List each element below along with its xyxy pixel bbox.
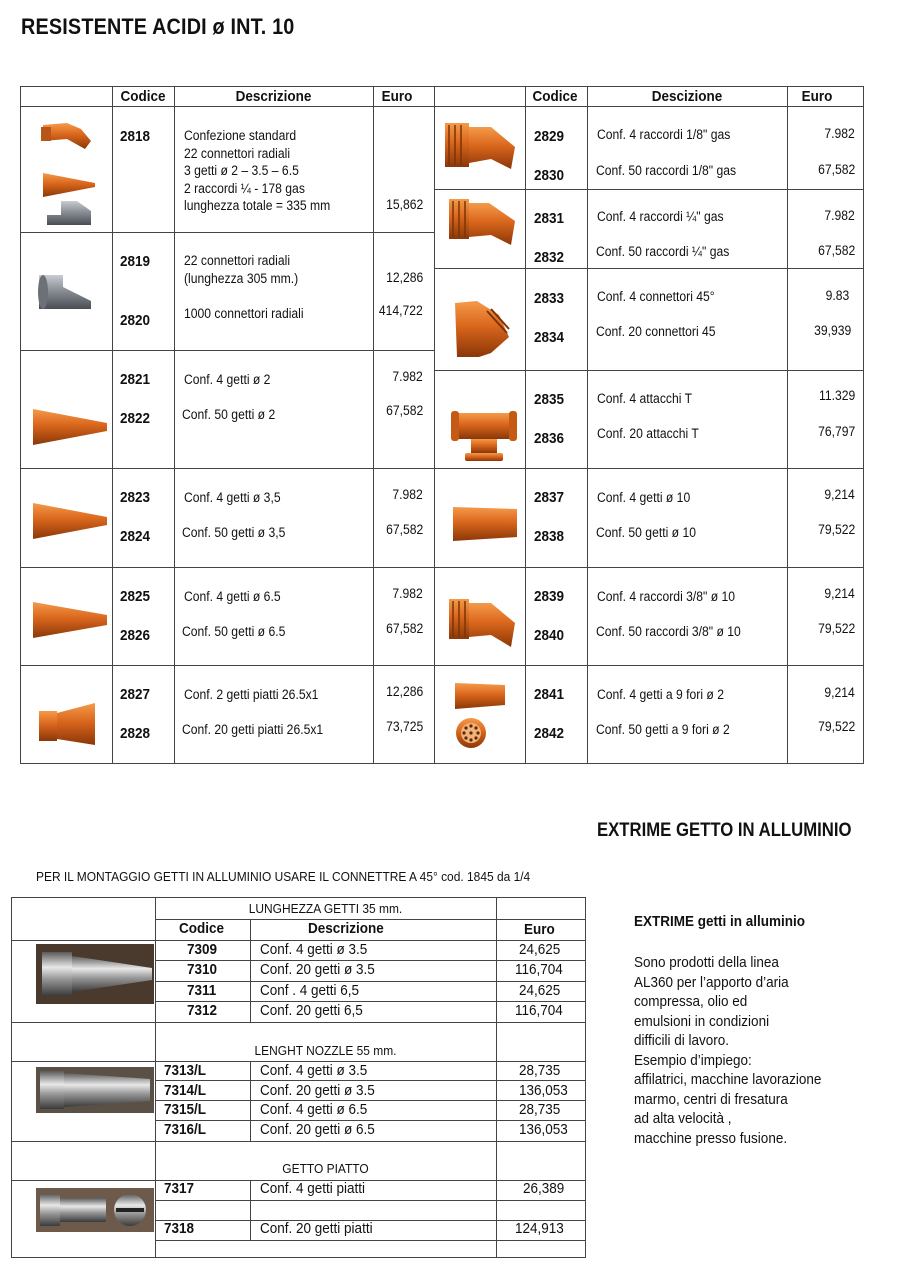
product-description: Conf. 4 getti ø 6.5 xyxy=(260,1101,368,1118)
product-description: 22 connettori radiali (lunghezza 305 mm.) xyxy=(184,253,299,286)
flat-nozzle-image xyxy=(37,701,99,747)
product-code: 2827 xyxy=(120,686,151,703)
product-price: 39,939 xyxy=(813,323,851,338)
product-description: Conf. 50 raccordi 3/8" ø 10 xyxy=(596,624,741,639)
product-code: 7315/L xyxy=(164,1101,207,1118)
product-description: Conf. 4 getti ø 2 xyxy=(184,372,271,387)
product-code: 2837 xyxy=(534,489,565,506)
product-price: 79,522 xyxy=(817,621,855,636)
section-flat-nozzle: GETTO PIATTO xyxy=(282,1161,369,1176)
product-code: 2819 xyxy=(120,253,151,270)
product-price: 67,582 xyxy=(385,621,423,636)
product-price: 12,286 xyxy=(385,270,423,285)
product-code: 2835 xyxy=(534,391,565,408)
header-codice-right: Codice xyxy=(532,88,578,105)
product-description: Conf. 4 raccordi ¼" gas xyxy=(597,209,724,224)
product-code: 7311 xyxy=(187,982,217,999)
product-price: 124,913 xyxy=(515,1220,564,1237)
product-price: 15,862 xyxy=(385,197,423,212)
header-euro-right: Euro xyxy=(801,88,833,105)
product-price: 67,582 xyxy=(817,243,855,258)
product-code: 2818 xyxy=(120,128,151,145)
product-price: 9.83 xyxy=(825,288,849,303)
product-description: Conf . 4 getti 6,5 xyxy=(260,982,360,999)
page-title: RESISTENTE ACIDI ø INT. 10 xyxy=(21,14,295,39)
product-code: 2832 xyxy=(534,249,565,266)
product-description: Conf. 50 getti ø 10 xyxy=(596,525,696,540)
product-price: 26,389 xyxy=(523,1180,565,1197)
product-code: 2841 xyxy=(534,686,565,703)
product-code: 2836 xyxy=(534,430,565,447)
product-description: Conf. 50 getti ø 6.5 xyxy=(182,624,286,639)
product-description: Conf. 50 raccordi 1/8" gas xyxy=(596,163,737,178)
t-fitting-image xyxy=(449,409,519,465)
product-code: 2839 xyxy=(534,588,565,605)
aluminium-info-heading: EXTRIME getti in alluminio xyxy=(634,913,806,930)
product-code: 7310 xyxy=(187,961,218,978)
section-nozzle-35mm: LUNGHEZZA GETTI 35 mm. xyxy=(248,901,403,916)
product-description: Conf. 20 getti 6,5 xyxy=(260,1002,363,1019)
product-description: Conf. 50 getti ø 2 xyxy=(182,407,276,422)
product-code: 7316/L xyxy=(164,1121,207,1138)
product-description: Conf. 4 getti ø 10 xyxy=(597,490,691,505)
product-description: Conf. 20 getti piatti xyxy=(260,1220,373,1237)
product-description: Conf. 2 getti piatti 26.5x1 xyxy=(184,687,319,702)
product-code: 7317 xyxy=(164,1180,195,1197)
product-price: 24,625 xyxy=(519,941,561,958)
aluminium-flat-nozzle-image xyxy=(36,1188,154,1232)
product-description: Conf. 20 getti ø 3.5 xyxy=(260,1082,375,1099)
product-code: 7313/L xyxy=(164,1062,207,1079)
product-code: 2840 xyxy=(534,627,565,644)
product-price: 7.982 xyxy=(824,126,855,141)
product-description: 1000 connettori radiali xyxy=(184,306,304,321)
aluminium-nozzle-35-image xyxy=(36,944,154,1004)
connector-45-image xyxy=(451,297,513,359)
product-price: 9,214 xyxy=(824,586,855,601)
nozzle-9-holes-image xyxy=(453,681,509,711)
product-description: Conf. 4 getti ø 3.5 xyxy=(260,1062,368,1079)
header-descrizione-right: Descizione xyxy=(651,88,723,105)
product-code: 2833 xyxy=(534,290,565,307)
section-nozzle-55mm: LENGHT NOZZLE 55 mm. xyxy=(254,1043,397,1058)
product-code: 7318 xyxy=(164,1220,195,1237)
header-codice: Codice xyxy=(120,88,166,105)
product-code: 2825 xyxy=(120,588,151,605)
product-description: Conf. 4 getti a 9 fori ø 2 xyxy=(597,687,724,702)
product-description: Conf. 4 getti piatti xyxy=(260,1180,366,1197)
aluminium-nozzle-55-image xyxy=(36,1067,154,1113)
nine-hole-face-image xyxy=(455,717,487,749)
product-code: 2834 xyxy=(534,329,565,346)
product-price: 136,053 xyxy=(519,1082,568,1099)
product-price: 116,704 xyxy=(515,961,563,978)
product-description: Conf. 20 connettori 45 xyxy=(596,324,716,339)
product-price: 7.982 xyxy=(392,487,423,502)
product-code: 2822 xyxy=(120,410,151,427)
product-price: 12,286 xyxy=(385,684,423,699)
product-description: Conf. 4 raccordi 1/8" gas xyxy=(597,127,731,142)
product-description: Conf. 20 getti piatti 26.5x1 xyxy=(182,722,324,737)
product-code: 2828 xyxy=(120,725,151,742)
elbow-fitting-image xyxy=(441,117,521,179)
nozzle-image xyxy=(31,405,109,449)
product-price: 28,735 xyxy=(519,1101,561,1118)
product-price: 79,522 xyxy=(817,522,855,537)
product-price: 67,582 xyxy=(817,162,855,177)
aluminium-info-text: Sono prodotti della linea AL360 per l’apporto d’aria compressa, olio ed emulsioni in condizioni difficili di lavoro. Esempio d’impiego: affilatrici, macchine lavorazione marmo, centri di fresatura ad alta velocità , macchine presso fusione. xyxy=(634,954,822,1147)
product-price: 79,522 xyxy=(817,719,855,734)
product-price: 9,214 xyxy=(824,487,855,502)
header-euro: Euro xyxy=(524,921,555,938)
section-title-aluminium: EXTRIME GETTO IN ALLUMINIO xyxy=(597,820,852,841)
nozzle-image xyxy=(31,600,109,640)
radial-connector-image xyxy=(37,267,97,315)
product-price: 76,797 xyxy=(817,424,855,439)
product-code: 7312 xyxy=(187,1002,218,1019)
product-price: 7.982 xyxy=(824,208,855,223)
header-euro: Euro xyxy=(381,88,413,105)
product-price: 136,053 xyxy=(519,1121,568,1138)
product-code: 2823 xyxy=(120,489,151,506)
product-code: 2824 xyxy=(120,528,151,545)
product-code: 7309 xyxy=(187,941,218,958)
nozzle-image xyxy=(31,501,109,541)
kit-parts-image xyxy=(37,115,97,227)
product-price: 24,625 xyxy=(519,982,561,999)
header-descrizione: Descrizione xyxy=(308,920,384,937)
product-description: Conf. 4 getti ø 6.5 xyxy=(184,589,281,604)
product-description: Conf. 20 getti ø 3.5 xyxy=(260,961,375,978)
header-codice: Codice xyxy=(179,920,225,937)
product-price: 7.982 xyxy=(392,586,423,601)
product-code: 2826 xyxy=(120,627,151,644)
product-description: Confezione standard 22 connettori radiali 3 getti ø 2 – 3.5 – 6.5 2 raccordi ¼ - 178 gas lunghezza totale = 335 mm xyxy=(184,128,331,213)
product-description: Conf. 50 getti ø 3,5 xyxy=(182,525,286,540)
product-price: 73,725 xyxy=(385,719,423,734)
product-price: 67,582 xyxy=(385,522,423,537)
product-description: Conf. 4 getti ø 3.5 xyxy=(260,941,368,958)
product-description: Conf. 4 raccordi 3/8" ø 10 xyxy=(597,589,736,604)
header-descrizione: Descrizione xyxy=(235,88,312,105)
product-price: 28,735 xyxy=(519,1062,561,1079)
product-description: Conf. 4 connettori 45° xyxy=(597,289,715,304)
product-code: 2838 xyxy=(534,528,565,545)
product-description: Conf. 20 attacchi T xyxy=(597,426,699,441)
product-code: 7314/L xyxy=(164,1082,207,1099)
price-table-acid-resistant xyxy=(20,86,864,764)
product-description: Conf. 4 getti ø 3,5 xyxy=(184,490,281,505)
product-code: 2829 xyxy=(534,128,565,145)
product-price: 67,582 xyxy=(385,403,423,418)
mounting-note: PER IL MONTAGGIO GETTI IN ALLUMINIO USARE IL CONNETTRE A 45° cod. 1845 da 1/4 xyxy=(36,869,531,884)
product-code: 2820 xyxy=(120,312,151,329)
product-description: Conf. 50 raccordi ¼" gas xyxy=(596,244,730,259)
elbow-fitting-image xyxy=(445,195,521,253)
product-description: Conf. 20 getti ø 6.5 xyxy=(260,1121,375,1138)
product-code: 2821 xyxy=(120,371,151,388)
price-table-aluminium xyxy=(11,897,586,1258)
product-code: 2831 xyxy=(534,210,565,227)
product-description: Conf. 4 attacchi T xyxy=(597,391,693,406)
product-price: 116,704 xyxy=(515,1002,563,1019)
product-code: 2830 xyxy=(534,167,565,184)
product-price: 414,722 xyxy=(379,303,423,318)
nozzle-10-image xyxy=(451,505,519,543)
product-price: 11.329 xyxy=(818,388,855,403)
elbow-fitting-image xyxy=(445,595,521,653)
product-code: 2842 xyxy=(534,725,565,742)
product-price: 9,214 xyxy=(824,685,855,700)
product-description: Conf. 50 getti a 9 fori ø 2 xyxy=(596,722,730,737)
product-price: 7.982 xyxy=(392,369,423,384)
